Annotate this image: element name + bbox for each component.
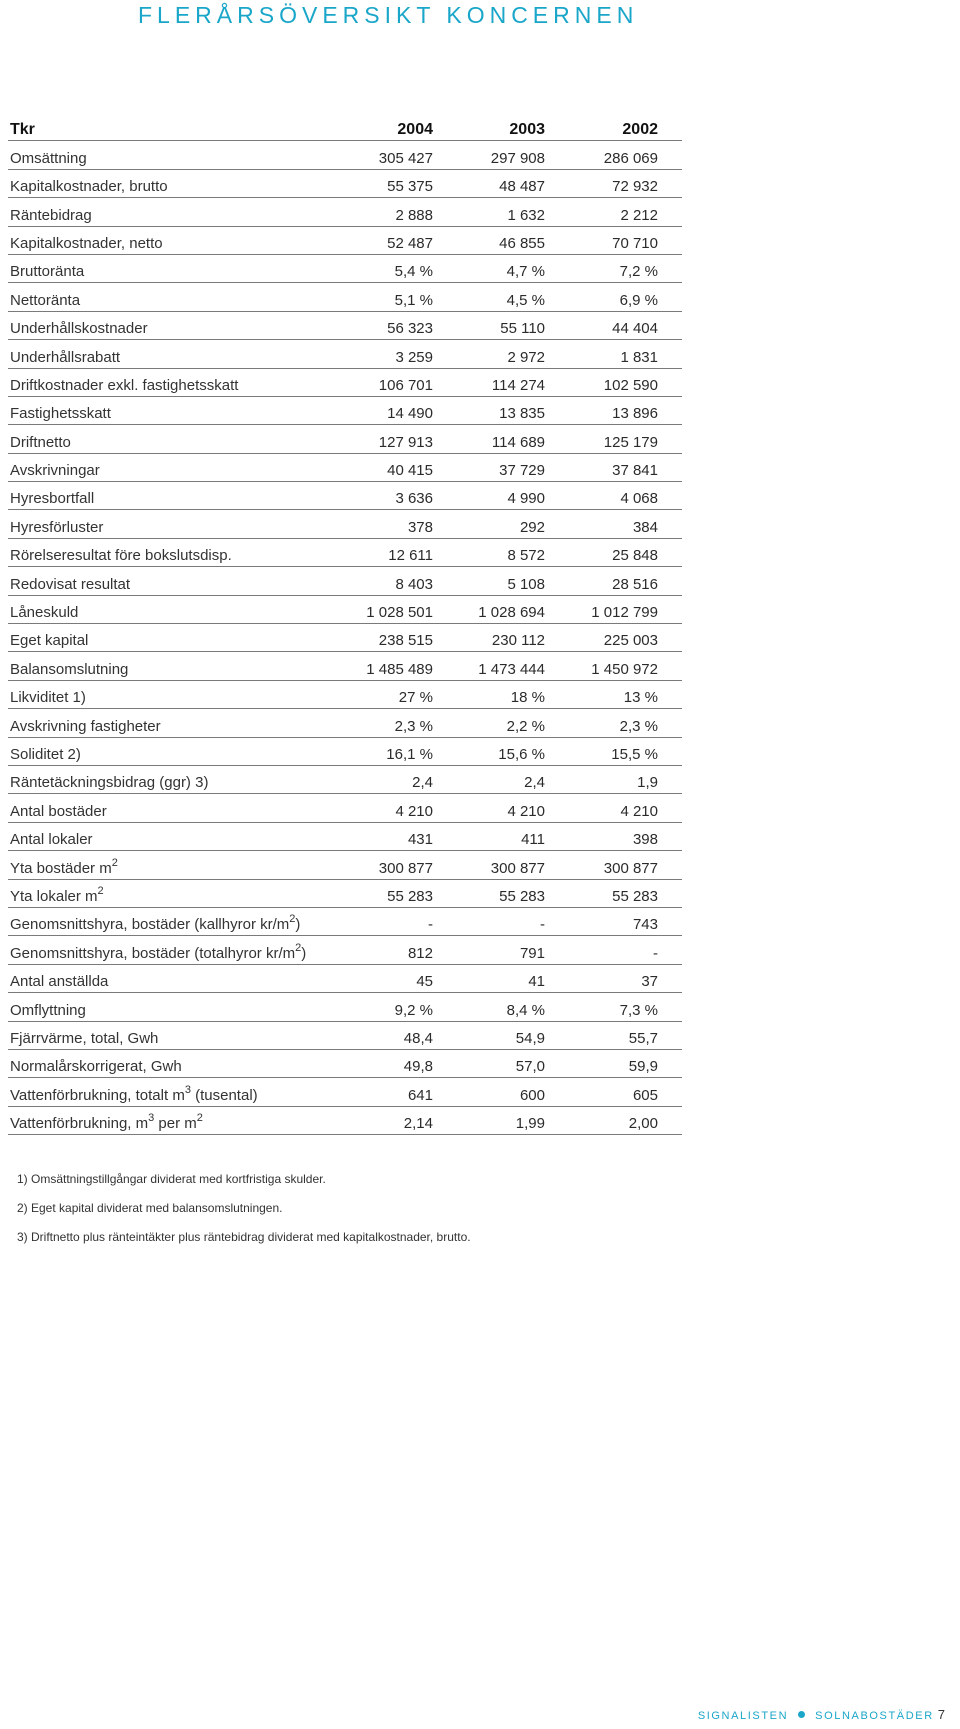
row-label (8, 169, 293, 197)
row-label (8, 453, 293, 481)
value-2004: 52 487 (293, 226, 433, 254)
row-label-text: Avskrivningar (10, 462, 100, 480)
value-2004: 3 636 (293, 482, 433, 510)
value-2004: 2,4 (293, 765, 433, 793)
table-row (8, 794, 682, 822)
value-2004: 27 % (293, 680, 433, 708)
value-2004: 4 210 (293, 794, 433, 822)
value-2002: 2 212 (545, 198, 682, 226)
table-row (8, 340, 682, 368)
value-2003: 13 835 (433, 396, 545, 424)
value-2003: 1 028 694 (433, 595, 545, 623)
value-2003: 292 (433, 510, 545, 538)
value-2003: 55 110 (433, 311, 545, 339)
value-2002: 37 (545, 964, 682, 992)
table-row (8, 879, 682, 907)
table-row (8, 510, 682, 538)
page-number: 7 (937, 1707, 945, 1722)
value-2003: 4 210 (433, 794, 545, 822)
row-label-text: Bruttoränta (10, 263, 85, 281)
row-label-text: Räntebidrag (10, 206, 92, 224)
header-year-2002: 2002 (545, 113, 682, 141)
value-2004: 1 028 501 (293, 595, 433, 623)
value-2004: 305 427 (293, 141, 433, 169)
value-2003: 2,4 (433, 765, 545, 793)
row-label-text: Räntetäckningsbidrag (ggr) 3) (10, 774, 209, 792)
row-label (8, 283, 293, 311)
table-row (8, 652, 682, 680)
row-label-suffix: (tusental) (190, 1086, 258, 1104)
value-2002: 1,9 (545, 765, 682, 793)
row-label (8, 538, 293, 566)
value-2003: 297 908 (433, 141, 545, 169)
value-2002: - (545, 936, 682, 964)
page-footer (698, 1707, 945, 1722)
value-2004: 1 485 489 (293, 652, 433, 680)
value-2003: 48 487 (433, 169, 545, 197)
table-row (8, 680, 682, 708)
value-2004: 5,4 % (293, 254, 433, 282)
row-label (8, 907, 301, 935)
value-2003: 1,99 (433, 1106, 545, 1134)
table-row (8, 198, 682, 226)
value-2002: 2,00 (545, 1106, 682, 1134)
row-label-text: Balansomslutning (10, 660, 129, 678)
row-label (8, 425, 293, 453)
value-2004: 2,14 (293, 1106, 433, 1134)
value-2003: 5 108 (433, 567, 545, 595)
value-2003: 1 473 444 (433, 652, 545, 680)
value-2003: 4,5 % (433, 283, 545, 311)
row-label (8, 1106, 293, 1134)
table-row (8, 482, 682, 510)
row-label (8, 964, 293, 992)
table-row (8, 538, 682, 566)
row-label-text: Fjärrvärme, total, Gwh (10, 1029, 159, 1047)
row-label-text: Omsättning (10, 149, 87, 167)
value-2002: 1 012 799 (545, 595, 682, 623)
value-2004: 431 (293, 822, 433, 850)
value-2003: 18 % (433, 680, 545, 708)
table-row (8, 907, 682, 935)
row-label (8, 198, 293, 226)
row-label-text: Låneskuld (10, 604, 79, 622)
value-2003: 57,0 (433, 1049, 545, 1077)
table-row (8, 1021, 682, 1049)
table-body (8, 141, 682, 1135)
table-row (8, 141, 682, 169)
row-label-superscript: 2 (111, 856, 118, 869)
value-2004: 300 877 (293, 851, 433, 879)
value-2002: 72 932 (545, 169, 682, 197)
footnote-2: 2) Eget kapital dividerat med balansomslutningen. (17, 1201, 283, 1215)
value-2004: 48,4 (293, 1021, 433, 1049)
table-row (8, 624, 682, 652)
row-label (8, 340, 293, 368)
table-row (8, 169, 682, 197)
value-2003: 2 972 (433, 340, 545, 368)
row-label-superscript: 2 (196, 1112, 203, 1125)
row-label (8, 567, 293, 595)
value-2002: 125 179 (545, 425, 682, 453)
value-2002: 743 (545, 907, 682, 935)
value-2002: 28 516 (545, 567, 682, 595)
table-row (8, 567, 682, 595)
value-2003: - (433, 907, 545, 935)
value-2004: 55 375 (293, 169, 433, 197)
value-2004: 55 283 (293, 879, 433, 907)
value-2002: 1 450 972 (545, 652, 682, 680)
value-2002: 2,3 % (545, 709, 682, 737)
value-2002: 4 068 (545, 482, 682, 510)
value-2003: 46 855 (433, 226, 545, 254)
row-label (8, 624, 293, 652)
table-row (8, 311, 682, 339)
value-2003: 791 (433, 936, 545, 964)
table-row (8, 283, 682, 311)
value-2002: 55,7 (545, 1021, 682, 1049)
table-row (8, 226, 682, 254)
row-label-text: Kapitalkostnader, netto (10, 234, 163, 252)
table-row (8, 936, 682, 964)
footer-right: SOLNABOSTÄDER (815, 1710, 934, 1722)
table-row (8, 737, 682, 765)
table-row (8, 595, 682, 623)
table-row (8, 425, 682, 453)
value-2004: 12 611 (293, 538, 433, 566)
row-label-superscript: 2 (289, 913, 296, 926)
row-label (8, 510, 293, 538)
value-2002: 102 590 (545, 368, 682, 396)
row-label (8, 737, 293, 765)
value-2002: 7,3 % (545, 993, 682, 1021)
value-2004: 2 888 (293, 198, 433, 226)
row-label (8, 879, 293, 907)
row-label-text: Kapitalkostnader, brutto (10, 178, 168, 196)
footnote-3: 3) Driftnetto plus ränteintäkter plus räntebidrag dividerat med kapitalkostnader, brutto. (17, 1230, 471, 1244)
table-row (8, 822, 682, 850)
row-label (8, 765, 293, 793)
value-2003: 600 (433, 1078, 545, 1106)
footnotes (17, 1170, 471, 1257)
table-row (8, 396, 682, 424)
row-label-text: Vattenförbrukning, m (10, 1115, 149, 1133)
row-label-text: Yta bostäder m (10, 859, 112, 877)
value-2002: 37 841 (545, 453, 682, 481)
value-2003: 4 990 (433, 482, 545, 510)
row-label (8, 368, 293, 396)
row-label (8, 482, 293, 510)
row-label-text: Rörelseresultat före bokslutsdisp. (10, 547, 232, 565)
table-row (8, 709, 682, 737)
row-label-text: Driftkostnader exkl. fastighetsskatt (10, 376, 239, 394)
table-row (8, 453, 682, 481)
row-label (8, 851, 293, 879)
value-2004: 5,1 % (293, 283, 433, 311)
value-2004: 40 415 (293, 453, 433, 481)
value-2002: 6,9 % (545, 283, 682, 311)
value-2003: 8 572 (433, 538, 545, 566)
value-2004: 812 (293, 936, 433, 964)
value-2002: 55 283 (545, 879, 682, 907)
row-label (8, 141, 293, 169)
value-2004: 127 913 (293, 425, 433, 453)
header-unit: Tkr (8, 113, 293, 141)
table-row (8, 1106, 682, 1134)
value-2003: 15,6 % (433, 737, 545, 765)
row-label-text: Omflyttning (10, 1001, 86, 1019)
value-2002: 13 896 (545, 396, 682, 424)
row-label-text: Antal anställda (10, 973, 109, 991)
value-2003: 300 877 (433, 851, 545, 879)
row-label-text: Soliditet 2) (10, 745, 81, 763)
value-2004: 56 323 (293, 311, 433, 339)
value-2004: 14 490 (293, 396, 433, 424)
value-2004: 3 259 (293, 340, 433, 368)
row-label (8, 254, 293, 282)
value-2002: 1 831 (545, 340, 682, 368)
header-year-2004: 2004 (293, 113, 433, 141)
row-label-superscript: 3 (184, 1083, 191, 1096)
value-2003: 114 689 (433, 425, 545, 453)
value-2004: 378 (293, 510, 433, 538)
value-2003: 4,7 % (433, 254, 545, 282)
row-label-superscript: 2 (295, 941, 302, 954)
row-label (8, 709, 293, 737)
value-2002: 300 877 (545, 851, 682, 879)
row-label (8, 680, 293, 708)
value-2002: 70 710 (545, 226, 682, 254)
row-label-text: Hyresbortfall (10, 490, 95, 508)
value-2004: 238 515 (293, 624, 433, 652)
row-label-suffix: ) (295, 916, 301, 934)
value-2002: 25 848 (545, 538, 682, 566)
value-2004: 2,3 % (293, 709, 433, 737)
value-2002: 59,9 (545, 1049, 682, 1077)
row-label (8, 822, 293, 850)
value-2002: 286 069 (545, 141, 682, 169)
table-header-row (8, 113, 682, 141)
row-label-text: Avskrivning fastigheter (10, 717, 161, 735)
value-2002: 225 003 (545, 624, 682, 652)
value-2003: 37 729 (433, 453, 545, 481)
page-title: FLERÅRSÖVERSIKT KONCERNEN (138, 2, 639, 28)
row-label-text: Likviditet 1) (10, 689, 86, 707)
row-label-text: Underhållskostnader (10, 320, 148, 338)
row-label-superscript: 3 (148, 1112, 155, 1125)
value-2003: 230 112 (433, 624, 545, 652)
row-label-text: Yta lokaler m (10, 887, 98, 905)
row-label-text: Genomsnittshyra, bostäder (totalhyror kr/m (10, 944, 296, 962)
value-2002: 15,5 % (545, 737, 682, 765)
row-label (8, 1049, 293, 1077)
table-row (8, 1049, 682, 1077)
value-2002: 398 (545, 822, 682, 850)
value-2004: 45 (293, 964, 433, 992)
row-label (8, 993, 293, 1021)
row-label-text: Hyresförluster (10, 518, 104, 536)
value-2003: 54,9 (433, 1021, 545, 1049)
row-label (8, 794, 293, 822)
table-row (8, 964, 682, 992)
row-label-text: Antal lokaler (10, 831, 93, 849)
table-row (8, 765, 682, 793)
row-label (8, 396, 293, 424)
value-2002: 7,2 % (545, 254, 682, 282)
row-label-superscript: 2 (97, 884, 104, 897)
value-2004: 641 (293, 1078, 433, 1106)
row-label (8, 1078, 293, 1106)
value-2003: 41 (433, 964, 545, 992)
row-label-text: Eget kapital (10, 632, 89, 650)
financial-overview-table (8, 113, 682, 1135)
table-row (8, 1078, 682, 1106)
value-2002: 384 (545, 510, 682, 538)
row-label (8, 652, 293, 680)
row-label-text: Normalårskorrigerat, Gwh (10, 1058, 182, 1076)
table-row (8, 368, 682, 396)
row-label-suffix: per m (154, 1115, 197, 1133)
value-2003: 411 (433, 822, 545, 850)
value-2004: 9,2 % (293, 993, 433, 1021)
value-2004: 49,8 (293, 1049, 433, 1077)
row-label-text: Nettoränta (10, 291, 81, 309)
row-label-text: Vattenförbrukning, totalt m (10, 1086, 185, 1104)
row-label (8, 1021, 293, 1049)
value-2003: 114 274 (433, 368, 545, 396)
table-row (8, 993, 682, 1021)
value-2002: 4 210 (545, 794, 682, 822)
row-label (8, 595, 293, 623)
value-2003: 1 632 (433, 198, 545, 226)
row-label-text: Driftnetto (10, 433, 71, 451)
row-label-text: Antal bostäder (10, 802, 107, 820)
footnote-1: 1) Omsättningstillgångar dividerat med kortfristiga skulder. (17, 1172, 326, 1186)
row-label-text: Underhållsrabatt (10, 348, 121, 366)
value-2004: - (293, 907, 433, 935)
table-row (8, 254, 682, 282)
header-year-2003: 2003 (433, 113, 545, 141)
row-label-text: Redovisat resultat (10, 575, 131, 593)
value-2003: 55 283 (433, 879, 545, 907)
row-label (8, 936, 307, 964)
value-2004: 8 403 (293, 567, 433, 595)
row-label-text: Fastighetsskatt (10, 405, 111, 423)
value-2002: 13 % (545, 680, 682, 708)
row-label-text: Genomsnittshyra, bostäder (kallhyror kr/m (10, 916, 290, 934)
row-label (8, 311, 293, 339)
footer-left: SIGNALISTEN (697, 1710, 789, 1722)
value-2002: 44 404 (545, 311, 682, 339)
value-2003: 2,2 % (433, 709, 545, 737)
table-row (8, 851, 682, 879)
row-label (8, 226, 293, 254)
value-2002: 605 (545, 1078, 682, 1106)
row-label-suffix: ) (301, 944, 307, 962)
value-2004: 16,1 % (293, 737, 433, 765)
value-2004: 106 701 (293, 368, 433, 396)
value-2003: 8,4 % (433, 993, 545, 1021)
bullet-dot-icon (798, 1711, 805, 1718)
